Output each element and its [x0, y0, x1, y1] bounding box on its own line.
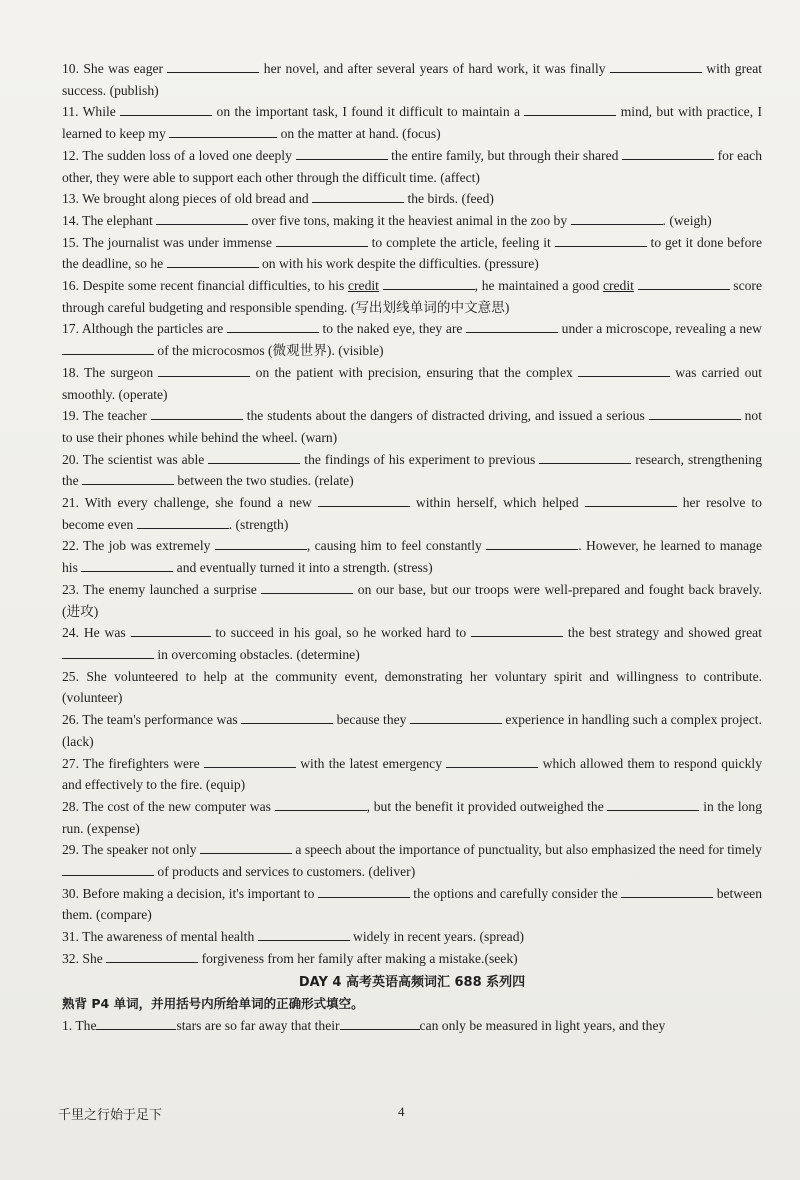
question-24: 24. He was to succeed in his goal, so he worked hard to the best strategy and showed great in overcoming obstacles. (determine) [62, 625, 762, 662]
answer-blank[interactable] [318, 494, 410, 507]
answer-blank[interactable] [471, 624, 563, 637]
answer-blank[interactable] [318, 885, 410, 898]
answer-blank[interactable] [340, 1017, 420, 1030]
answer-blank[interactable] [227, 320, 319, 333]
answer-blank[interactable] [81, 559, 173, 572]
question-19: 19. The teacher the students about the dangers of distracted driving, and issued a serious not to use their phones while behind the wheel. (warn) [62, 408, 762, 445]
answer-blank[interactable] [158, 364, 250, 377]
question-15: 15. The journalist was under immense to complete the article, feeling it to get it done before the deadline, so he on with his work despite the difficulties. (pressure) [62, 234, 762, 272]
answer-blank[interactable] [131, 624, 211, 637]
answer-blank[interactable] [82, 472, 174, 485]
answer-blank[interactable] [204, 755, 296, 768]
answer-blank[interactable] [258, 928, 350, 941]
question-30: 30. Before making a decision, it's important to the options and carefully consider the between them. (compare) [62, 885, 762, 923]
answer-blank[interactable] [96, 1017, 176, 1030]
answer-blank[interactable] [638, 277, 730, 290]
answer-blank[interactable] [555, 234, 647, 247]
question-18: 18. The surgeon on the patient with precision, ensuring that the complex was carried out smoothly. (operate) [62, 364, 762, 402]
question-11: 11. While on the important task, I found it difficult to maintain a mind, but with practice, I learned to keep my on the matter at hand. (focus) [62, 104, 762, 142]
question-29: 29. The speaker not only a speech about the importance of punctuality, but also emphasized the need for timely of products and services to customers. (deliver) [62, 842, 762, 880]
answer-blank[interactable] [524, 103, 616, 116]
answer-blank[interactable] [621, 885, 713, 898]
question-14: 14. The elephant over five tons, making it the heaviest animal in the zoo by . (weigh) [62, 212, 712, 228]
question-32: 32. She forgiveness from her family after making a mistake.(seek) [62, 950, 518, 966]
question-16: 16. Despite some recent financial difficulties, to his credit , he maintained a good credit score through careful budgeting and responsible spending. (写出划线单词的中文意思) [62, 278, 762, 315]
question-22: 22. The job was extremely , causing him to feel constantly . However, he learned to manage his and eventually turned it into a strength. (stress) [62, 538, 762, 576]
question-10: 10. She was eager her novel, and after several years of hard work, it was finally with great success. (publish) [62, 61, 762, 98]
answer-blank[interactable] [410, 711, 502, 724]
section-instruction: 熟背 P4 单词，并用括号内所给单词的正确形式填空。 [62, 996, 364, 1012]
underlined-word: credit [347, 278, 379, 294]
answer-blank[interactable] [275, 798, 367, 811]
answer-blank[interactable] [241, 711, 333, 724]
answer-blank[interactable] [312, 190, 404, 203]
question-26: 26. The team's performance was because they experience in handling such a complex project. (lack) [62, 712, 762, 749]
answer-blank[interactable] [208, 451, 300, 464]
question-25: 25. She volunteered to help at the community event, demonstrating her voluntary spirit and willingness to contribute. (volunteer) [62, 668, 762, 706]
answer-blank[interactable] [649, 407, 741, 420]
answer-blank[interactable] [137, 516, 229, 529]
answer-blank[interactable] [607, 798, 699, 811]
exercise-content [62, 58, 762, 1037]
answer-blank[interactable] [200, 841, 292, 854]
question-1-next: 1. The stars are so far away that their can only be measured in light years, and they [62, 1017, 666, 1033]
answer-blank[interactable] [446, 755, 538, 768]
page-number: 4 [398, 1104, 405, 1119]
answer-blank[interactable] [383, 277, 475, 290]
answer-blank[interactable] [167, 255, 259, 268]
answer-blank[interactable] [539, 451, 631, 464]
question-27: 27. The firefighters were with the latest emergency which allowed them to respond quickly and effectively to the fire. (equip) [62, 755, 762, 793]
answer-blank[interactable] [156, 212, 248, 225]
answer-blank[interactable] [62, 863, 154, 876]
answer-blank[interactable] [106, 950, 198, 963]
question-28: 28. The cost of the new computer was , but the benefit it provided outweighed the in the long run. (expense) [62, 798, 762, 836]
answer-blank[interactable] [610, 60, 702, 73]
question-13: 13. We brought along pieces of old bread and the birds. (feed) [62, 191, 494, 207]
answer-blank[interactable] [276, 234, 368, 247]
answer-blank[interactable] [466, 320, 558, 333]
question-20: 20. The scientist was able the findings of his experiment to previous research, strengthening the between the two studies. (relate) [62, 451, 762, 489]
answer-blank[interactable] [585, 494, 677, 507]
question-12: 12. The sudden loss of a loved one deeply the entire family, but through their shared for each other, they were able to support each other through the difficult time. (affect) [62, 147, 762, 185]
footer-motto: 千里之行始于足下 [58, 1108, 163, 1123]
question-23: 23. The enemy launched a surprise on our base, but our troops were well-prepared and fought back bravely. (进攻) [62, 581, 762, 619]
answer-blank[interactable] [261, 581, 353, 594]
question-31: 31. The awareness of mental health widely in recent years. (spread) [62, 929, 525, 945]
underlined-word: credit [602, 278, 634, 294]
answer-blank[interactable] [571, 212, 663, 225]
answer-blank[interactable] [167, 60, 259, 73]
answer-blank[interactable] [578, 364, 670, 377]
answer-blank[interactable] [62, 646, 154, 659]
question-21: 21. With every challenge, she found a new within herself, which helped her resolve to become even . (strength) [62, 495, 762, 532]
answer-blank[interactable] [486, 537, 578, 550]
answer-blank[interactable] [62, 342, 154, 355]
answer-blank[interactable] [169, 125, 277, 138]
section-heading: DAY 4 高考英语高频词汇 688 系列四 [298, 974, 526, 990]
answer-blank[interactable] [215, 537, 307, 550]
answer-blank[interactable] [622, 147, 714, 160]
answer-blank[interactable] [120, 103, 212, 116]
answer-blank[interactable] [296, 147, 388, 160]
question-17: 17. Although the particles are to the naked eye, they are under a microscope, revealing a new of the microcosmos (微观世界). (visible) [62, 321, 762, 359]
answer-blank[interactable] [151, 407, 243, 420]
